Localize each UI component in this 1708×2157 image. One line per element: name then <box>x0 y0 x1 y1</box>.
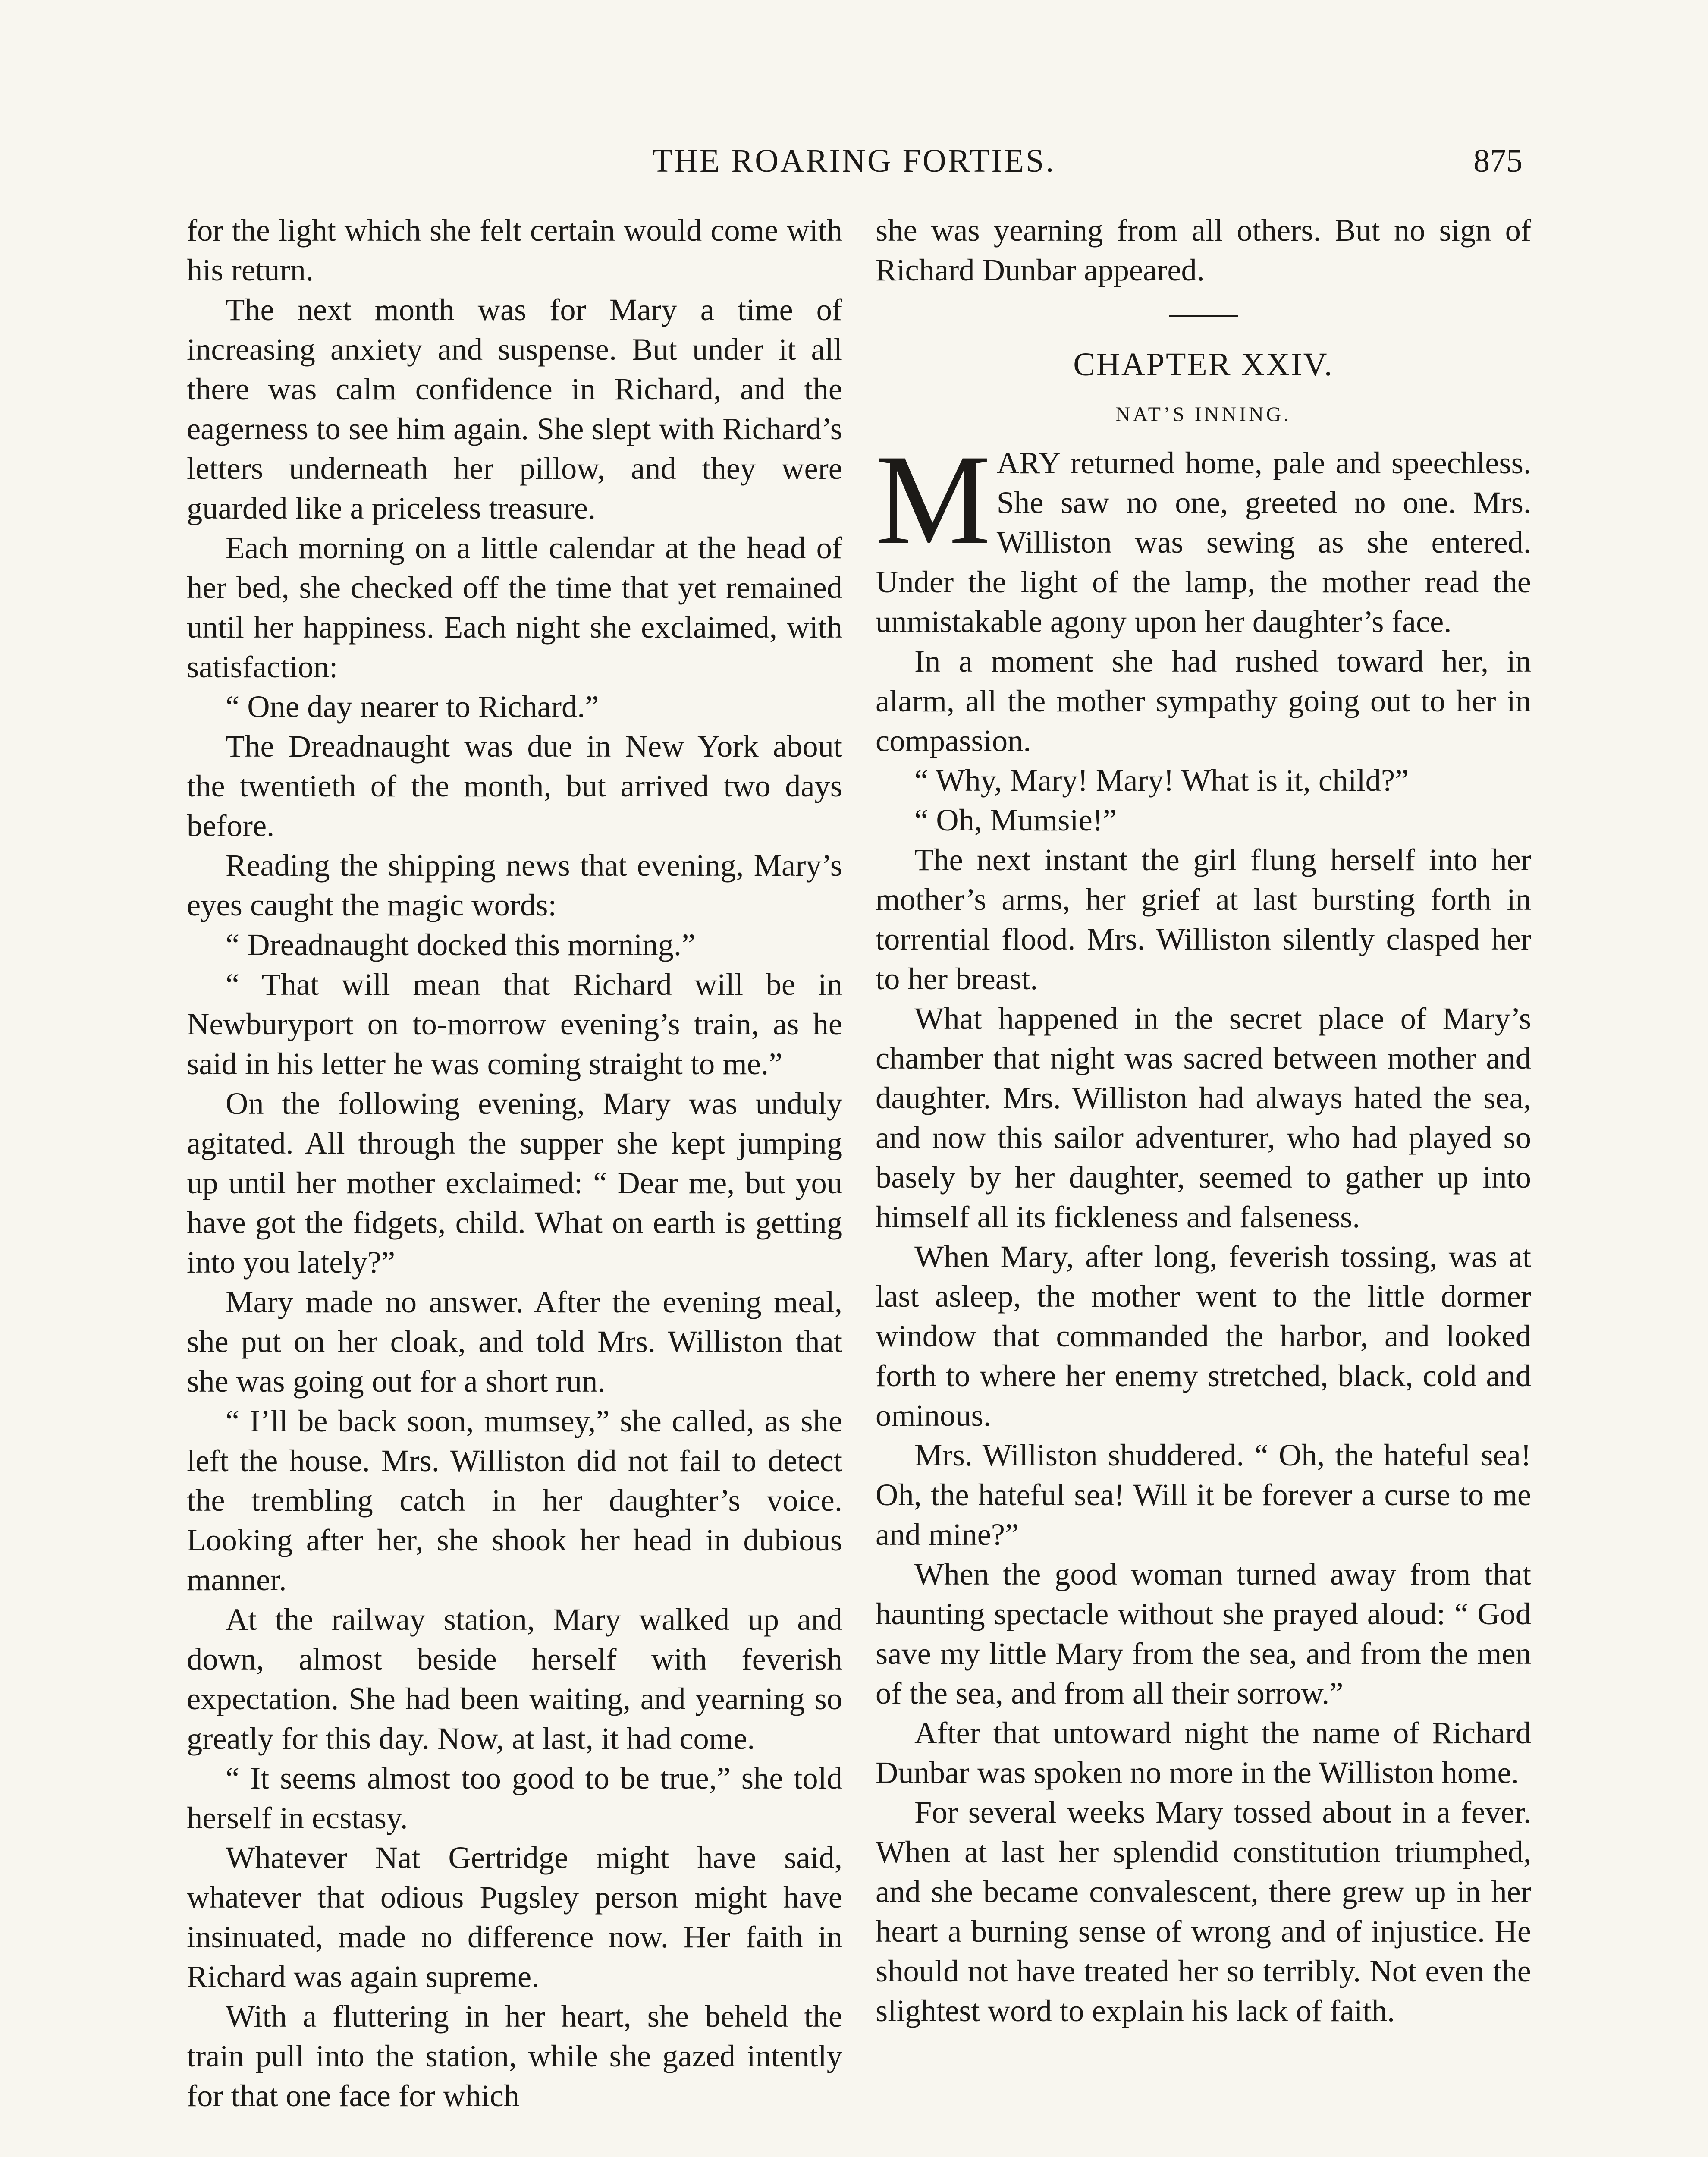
paragraph: “ It seems almost too good to be true,” she told herself in ecstasy. <box>187 1761 842 1835</box>
paragraph: “ Dreadnaught docked this morning.” <box>226 927 696 962</box>
paragraph: In a moment she had rushed toward her, in alarm, all the mother sympathy going out to her in compassion. <box>876 644 1531 758</box>
paragraph: When the good woman turned away from that haunting spectacle without she prayed aloud: “ God save my little Mary from the sea, and from the men of the sea, and from all their sorrow.” <box>876 1556 1531 1711</box>
paragraph: she was yearning from all others. But no sign of Richard Dunbar appeared. <box>876 213 1531 287</box>
paragraph: Whatever Nat Gertridge might have said, whatever that odious Pugsley person might have insinuated, made no difference now. Her faith in Richard was again supreme. <box>187 1840 842 1994</box>
paragraph: for the light which she felt certain would come with his return. <box>187 213 842 287</box>
paragraph: “ I’ll be back soon, mumsey,” she called, as she left the house. Mrs. Williston did not fail to detect the trembling catch in her daughter’s voice. Looking after her, she shook her head in dubious manner. <box>187 1403 842 1597</box>
opening-paragraph-text: ARY returned home, pale and speechless. She saw no one, greeted no one. Mrs. Williston was sewing as she entered. Under the light of the lamp, the mother read the unmistakable agony upon her daughter’s face. <box>876 445 1531 639</box>
right-column <box>876 211 1531 2031</box>
page-number: 875 <box>1473 143 1523 179</box>
opening-paragraph <box>876 428 1531 641</box>
paragraph: The next month was for Mary a time of increasing anxiety and suspense. But under it all there was calm confidence in Richard, and the eagerness to see him again. She slept with Richard’s letters underneath her pillow, and they were guarded like a priceless treasure. <box>187 292 842 525</box>
paragraph: Reading the shipping news that evening, Mary’s eyes caught the magic words: <box>187 848 842 922</box>
paragraph: When Mary, after long, feverish tossing, was at last asleep, the mother went to the little dormer window that commanded the harbor, and looked forth to where her enemy stretched, black, cold and ominous. <box>876 1239 1531 1433</box>
paragraph: “ That will mean that Richard will be in Newburyport on to-morrow evening’s train, as he said in his letter he was coming straight to me.” <box>187 967 842 1081</box>
paragraph: “ One day nearer to Richard.” <box>226 689 599 724</box>
drop-cap: M <box>876 428 991 571</box>
paragraph: At the railway station, Mary walked up and down, almost beside herself with feverish expectation. She had been waiting, and yearning so greatly for this day. Now, at last, it had come. <box>187 1602 842 1756</box>
running-head <box>185 137 1523 185</box>
paragraph: On the following evening, Mary was unduly agitated. All through the supper she kept jumping up until her mother exclaimed: “ Dear me, but you have got the fidgets, child. What on earth is getting into you lately?” <box>187 1086 842 1280</box>
paragraph: The next instant the girl flung herself into her mother’s arms, her grief at last bursting forth in torrential flood. Mrs. Williston silently clasped her to her breast. <box>876 842 1531 996</box>
paragraph: “ Oh, Mumsie!” <box>914 802 1117 837</box>
chapter-divider <box>1169 315 1238 317</box>
paragraph: Each morning on a little calendar at the head of her bed, she checked off the time that yet remained until her happiness. Each night she exclaimed, with satisfaction: <box>187 530 842 684</box>
paragraph: For several weeks Mary tossed about in a fever. When at last her splendid constitution triumphed, and she became convalescent, there grew up in her heart a burning sense of wrong and of injustice. He should not have treated her so terribly. Not even the slightest word to explain his lack of faith. <box>876 1795 1531 2028</box>
paragraph: After that untoward night the name of Richard Dunbar was spoken no more in the Williston home. <box>876 1715 1531 1790</box>
paragraph: “ Why, Mary! Mary! What is it, child?” <box>914 763 1409 798</box>
paragraph: Mrs. Williston shuddered. “ Oh, the hateful sea! Oh, the hateful sea! Will it be forever a curse to me and mine?” <box>876 1437 1531 1552</box>
chapter-title: CHAPTER XXIV. <box>1073 346 1334 383</box>
paragraph: What happened in the secret place of Mary’s chamber that night was sacred between mother and daughter. Mrs. Williston had always hated the sea, and now this sailor adventurer, who had played so basely by her daughter, seemed to gather up into himself all its fickleness and falseness. <box>876 1001 1531 1234</box>
running-title: THE ROARING FORTIES. <box>652 143 1056 179</box>
paragraph: Mary made no answer. After the evening meal, she put on her cloak, and told Mrs. Williston that she was going out for a short run. <box>187 1284 842 1399</box>
left-column <box>187 211 842 2116</box>
paragraph: The Dreadnaught was due in New York about the twentieth of the month, but arrived two days before. <box>187 729 842 843</box>
chapter-subtitle: NAT’S INNING. <box>1115 403 1292 426</box>
paragraph: With a fluttering in her heart, she beheld the train pull into the station, while she gazed intently for that one face for which <box>187 1999 842 2113</box>
